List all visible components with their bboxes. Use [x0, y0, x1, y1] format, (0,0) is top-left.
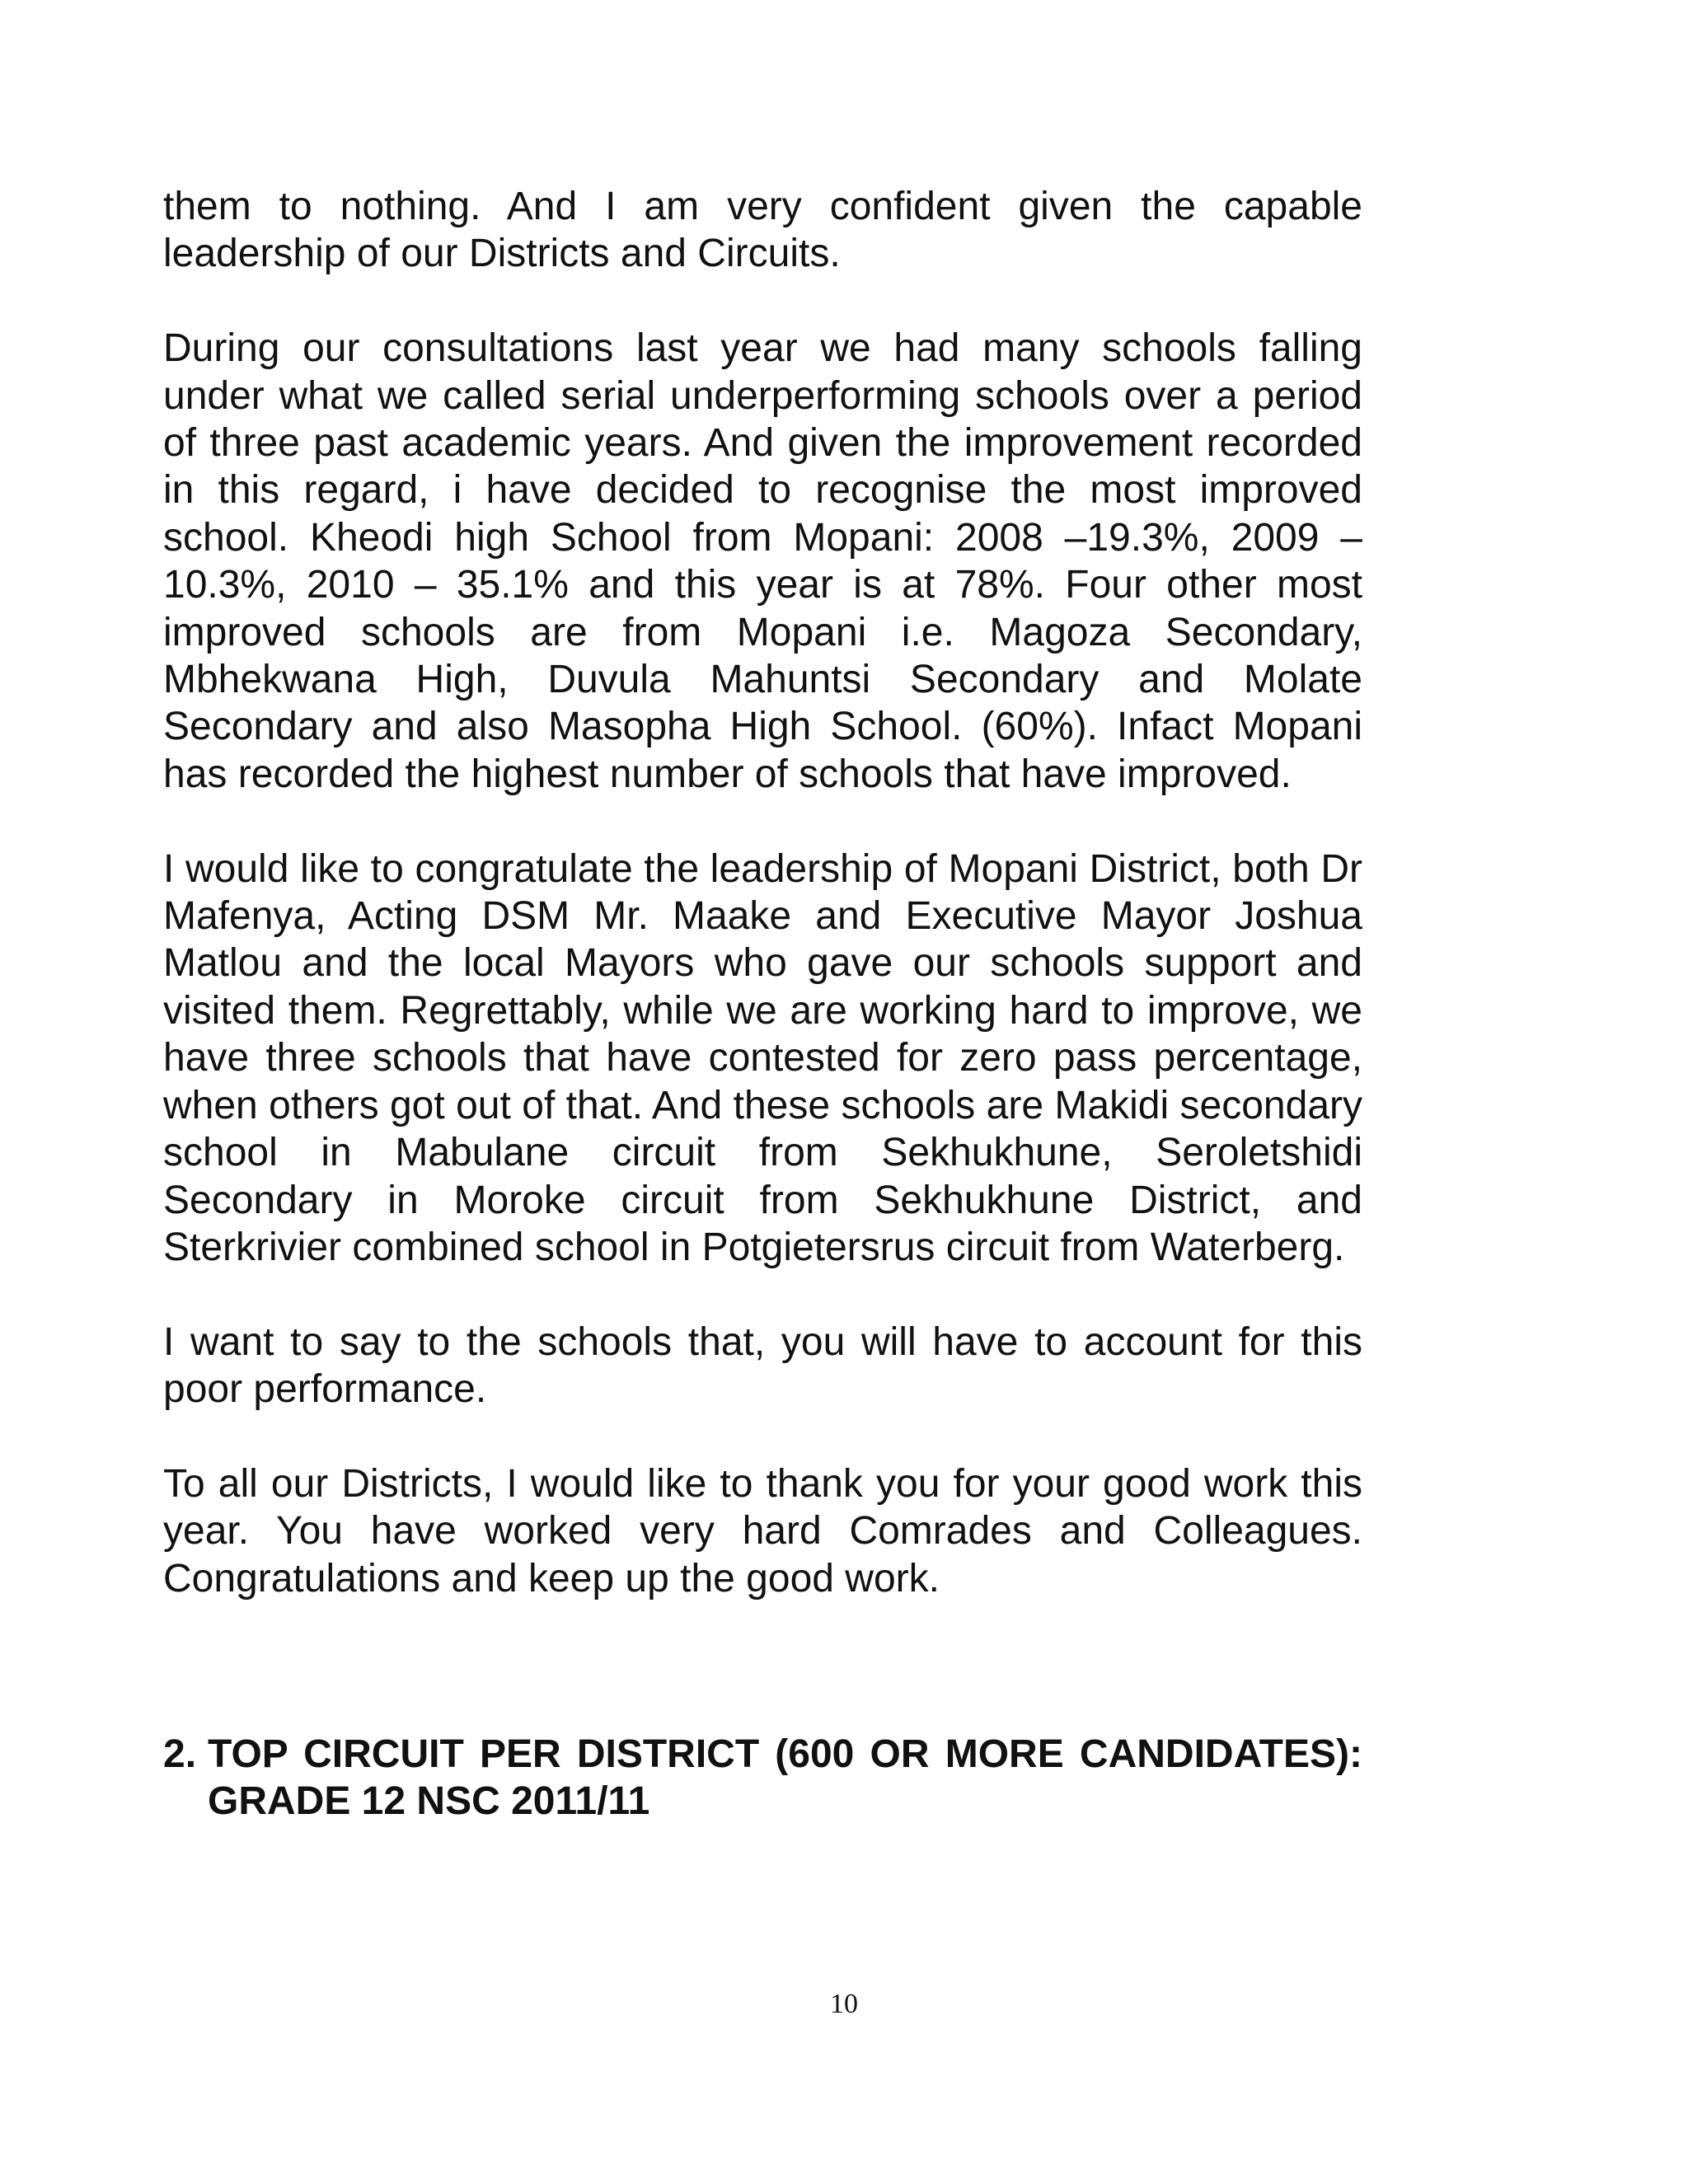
section-title: TOP CIRCUIT PER DISTRICT (600 OR MORE CANDIDATES): GRADE 12 NSC 2011/11: [208, 1732, 1362, 1824]
page-number: 10: [830, 1989, 858, 2019]
paragraph-5: To all our Districts, I would like to thank you for your good work this year. You have worked very hard Comrades and Colleagues. Congratulations and keep up the good work.: [163, 1461, 1362, 1601]
paragraph-2: During our consultations last year we had many schools falling under what we called serial underperforming schools over a period of three past academic years. And given the improvement recorded in this regard, i have decided to recognise the most improved school. Kheodi high School from Mopani: 2008 –19.3%, 2009 – 10.3%, 2010 – 35.1% and this year is at 78%. Four other most improved schools are from Mopani i.e. Magoza Secondary, Mbhekwana High, Duvula Mahuntsi Secondary and Molate Secondary and also Masopha High School. (60%). Infact Mopani has recorded the highest number of schools that have improved.: [163, 326, 1362, 796]
paragraph-4: I want to say to the schools that, you will have to account for this poor performance.: [163, 1319, 1362, 1412]
paragraph-1: them to nothing. And I am very confident given the capable leadership of our Districts and Circuits.: [163, 185, 1362, 276]
paragraph-3: I would like to congratulate the leadership of Mopani District, both Dr Mafenya, Acting DSM Mr. Maake and Executive Mayor Joshua Matlou and the local Mayors who gave our schools support and visited them. Regrettably, while we are working hard to improve, we have three schools that have contested for zero pass percentage, when others got out of that. And these schools are Makidi secondary school in Mabulane circuit from Sekhukhune, Seroletshidi Secondary in Moroke circuit from Sekhukhune District, and Sterkrivier combined school in Potgietersrus circuit from Waterberg.: [163, 846, 1362, 1269]
body-text: [163, 183, 1362, 1650]
section-heading: [163, 1731, 1362, 1825]
section-number: 2.: [163, 1732, 197, 1776]
